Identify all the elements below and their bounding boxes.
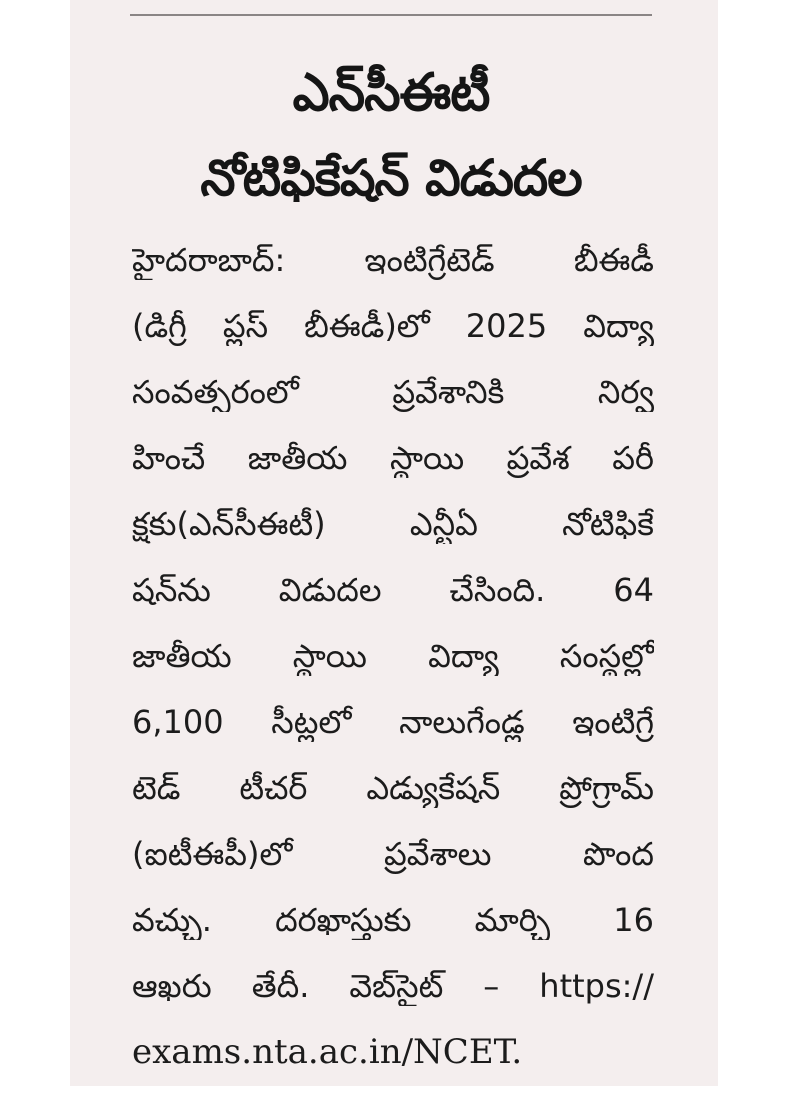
body-line: ఆఖరు తేదీ. వెబ్‌సైట్ – https:// bbox=[132, 967, 654, 1005]
body-line: (ఐటీఈపీ)లో ప్రవేశాలు పొంద bbox=[132, 835, 654, 873]
body-line: హైదరాబాద్: ఇంటిగ్రేటెడ్ బీఈడీ bbox=[132, 241, 654, 279]
body-line: షన్‌ను విడుదల చేసింది. 64 bbox=[132, 571, 654, 609]
body-line: వచ్చు. దరఖాస్తుకు మార్చి 16 bbox=[132, 901, 654, 939]
body-line: సంవత్సరంలో ప్రవేశానికి నిర్వ bbox=[132, 373, 654, 411]
body-line: (డిగ్రీ ప్లస్ బీఈడీ)లో 2025 విద్యా bbox=[132, 307, 654, 345]
top-divider-rule bbox=[130, 14, 652, 16]
body-line: 6,100 సీట్లలో నాలుగేండ్ల ఇంటిగ్రే bbox=[132, 703, 654, 741]
website-url-line: exams.nta.ac.in/NCET. bbox=[132, 1032, 523, 1072]
body-line: క్షకు(ఎన్‌సీఈటీ) ఎన్టీఏ నోటిఫికే bbox=[132, 505, 654, 543]
body-line: టెడ్ టీచర్ ఎడ్యుకేషన్ ప్రోగ్రామ్ bbox=[132, 769, 654, 807]
headline-line-1: ఎన్‌సీఈటీ bbox=[292, 63, 490, 123]
body-line: జాతీయ స్థాయి విద్యా సంస్థల్లో bbox=[132, 637, 654, 675]
headline-line-2: నోటిఫికేషన్ విడుదల bbox=[200, 149, 582, 207]
body-line: హించే జాతీయ స్థాయి ప్రవేశ పరీ bbox=[132, 439, 654, 477]
